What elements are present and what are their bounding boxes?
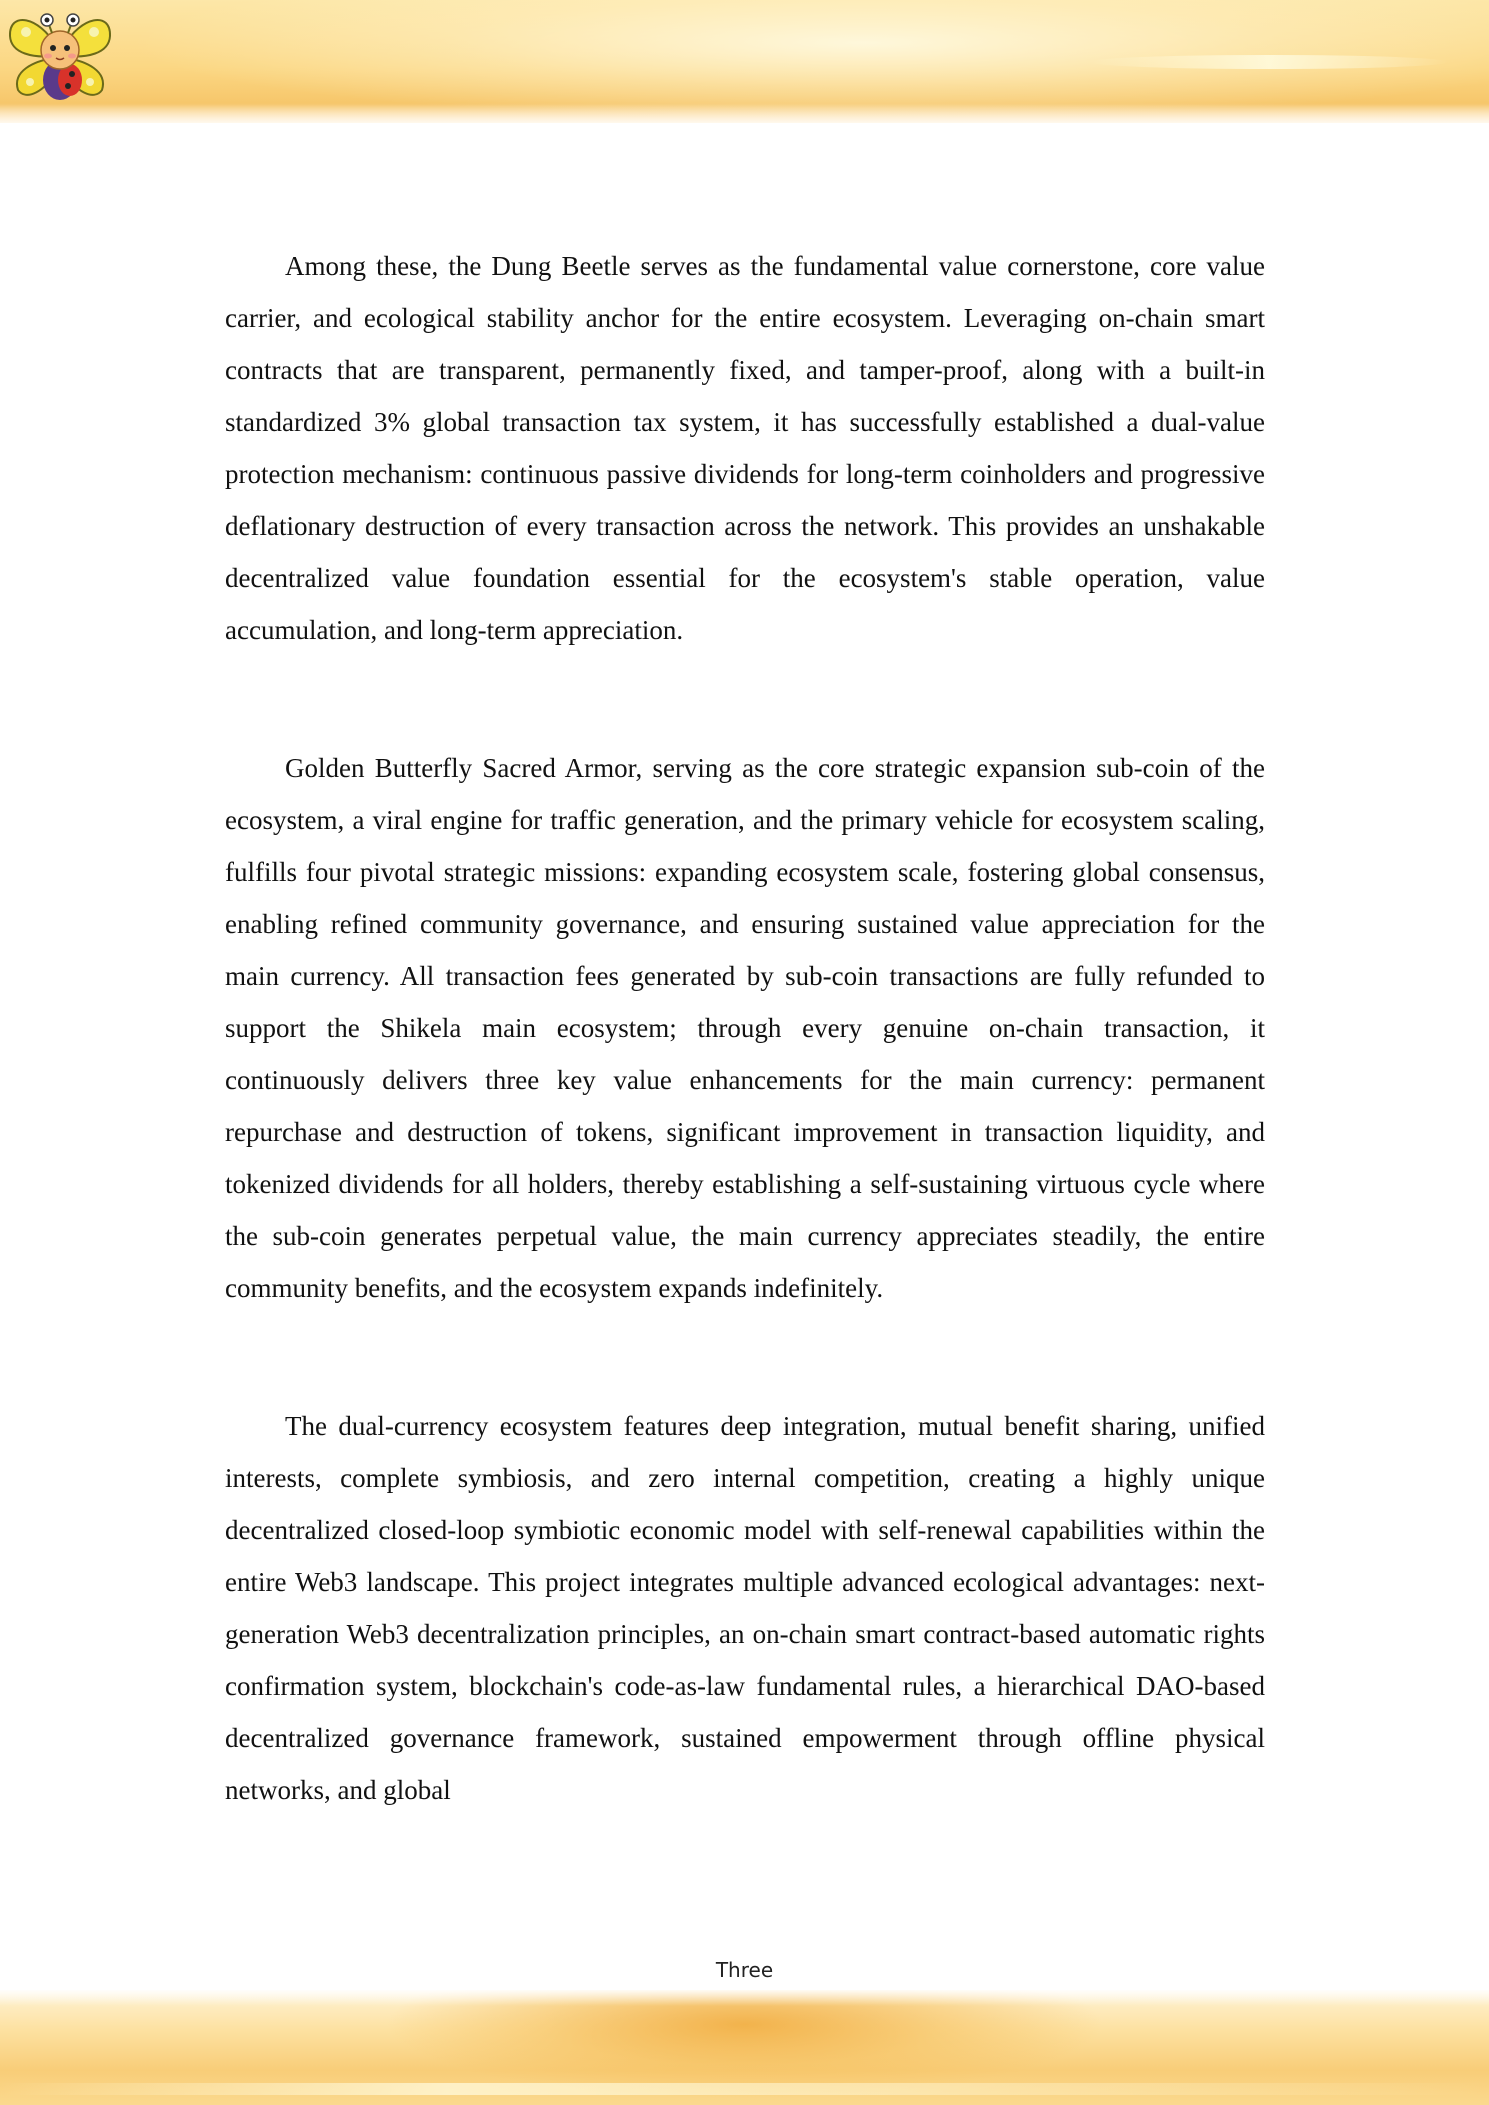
paragraph-dung-beetle: Among these, the Dung Beetle serves as the fundamental value cornerstone, core value carrier, and ecological stability anchor for the entire ecosystem. Leveraging on-chain smart contracts that are transparent, permanently fixed, and tamper-proof, along with a built-in standardized 3% global transaction tax system, it has successfully established a dual-value protection mechanism: continuous passive dividends for long-term coinholders and progressive deflationary destruction of every transaction across the network. This provides an unshakable decentralized value foundation essential for the ecosystem's stable operation, value accumulation, and long-term appreciation. — [225, 251, 1265, 645]
butterfly-ladybug-mascot-icon — [4, 6, 116, 106]
paragraph-golden-butterfly: Golden Butterfly Sacred Armor, serving as the core strategic expansion sub-coin of the ecosystem, a viral engine for traffic generation, and the primary vehicle for ecosystem scaling, fulfills four pivotal strategic missions: expanding ecosystem scale, fostering global consensus, enabling refined community governance, and ensuring sustained value appreciation for the main currency. All transaction fees generated by sub-coin transactions are fully refunded to support the Shikela main ecosystem; through every genuine on-chain transaction, it continuously delivers three key value enhancements for the main currency: permanent repurchase and destruction of tokens, significant improvement in transaction liquidity, and tokenized dividends for all holders, thereby establishing a self-sustaining virtuous cycle where the sub-coin generates perpetual value, the main currency appreciates steadily, the entire community benefits, and the ecosystem expands indefinitely. — [225, 753, 1265, 1303]
footer-banner — [0, 1990, 1489, 2105]
footer-glint — [0, 2083, 1489, 2095]
paragraph-dual-currency: The dual-currency ecosystem features deep integration, mutual benefit sharing, unified interests, complete symbiosis, and zero internal competition, creating a highly unique decentralized closed-loop symbiotic economic model with self-renewal capabilities within the entire Web3 landscape. This project integrates multiple advanced ecological advantages: next-generation Web3 decentralization principles, an on-chain smart contract-based automatic rights confirmation system, blockchain's code-as-law fundamental rules, a hierarchical DAO-based decentralized governance framework, sustained empowerment through offline physical networks, and global — [225, 1411, 1265, 1805]
header-banner — [0, 0, 1489, 123]
document-body — [225, 240, 1265, 1816]
page-number: Three — [715, 1958, 774, 1982]
sun-glint — [1089, 55, 1449, 69]
